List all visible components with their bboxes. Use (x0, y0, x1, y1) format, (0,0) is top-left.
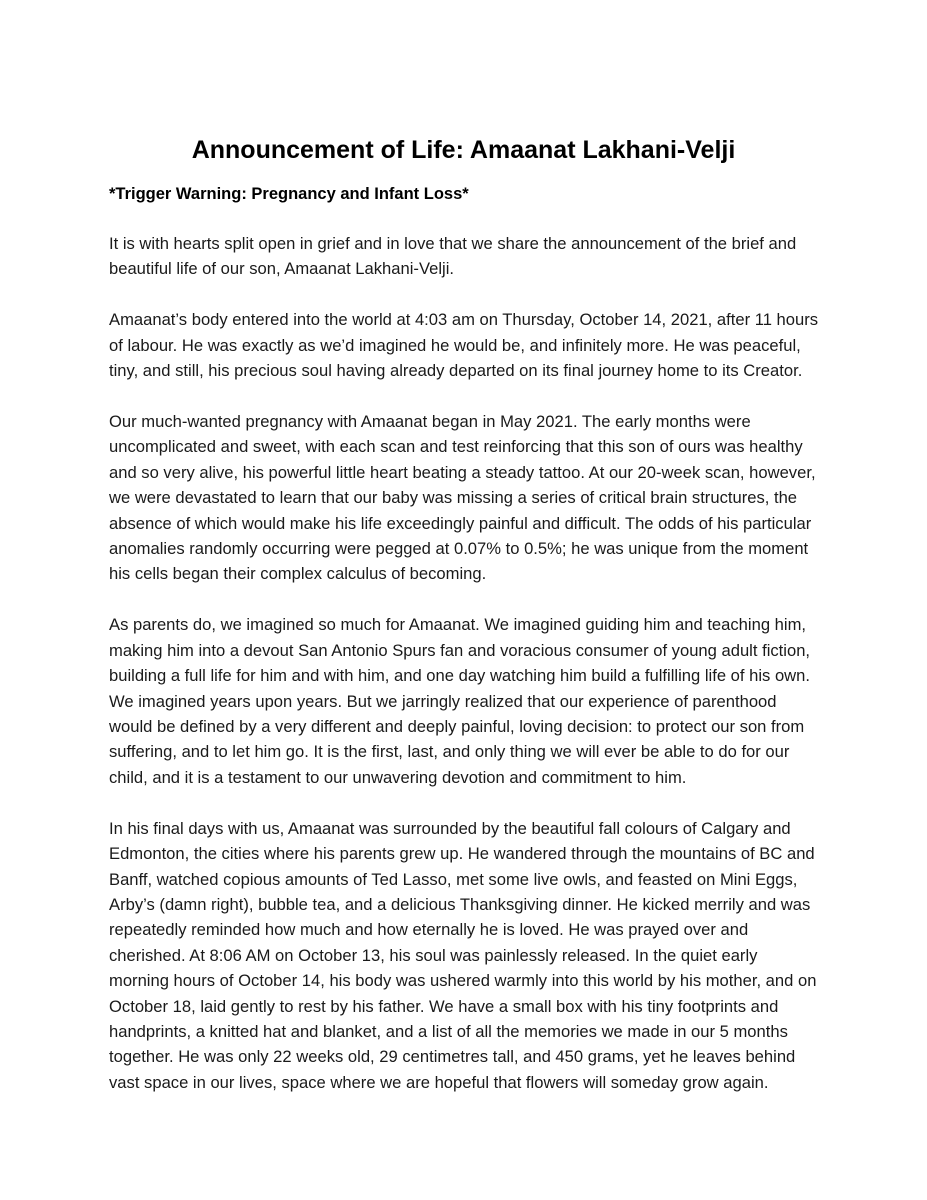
paragraph-pregnancy: Our much-wanted pregnancy with Amaanat began in May 2021. The early months were uncomplicated and sweet, with each scan and test reinforcing that this son of ours was healthy and so very alive, his powerful little heart beating a steady tattoo. At our 20-week scan, however, we were devastated to learn that our baby was missing a series of critical brain structures, the absence of which would make his life exceedingly painful and difficult. The odds of his particular anomalies randomly occurring were pegged at 0.07% to 0.5%; he was unique from the moment his cells began their complex calculus of becoming. (109, 412, 816, 584)
paragraph-birth: Amaanat’s body entered into the world at 4:03 am on Thursday, October 14, 2021, after 11 hours of labour. He was exactly as we’d imagined he would be, and infinitely more. He was peaceful, tiny, and still, his precious soul having already departed on its final journey home to its Creator. (109, 310, 819, 381)
trigger-warning: *Trigger Warning: Pregnancy and Infant Loss* (109, 185, 469, 203)
document-title: Announcement of Life: Amaanat Lakhani-Velji (191, 136, 736, 164)
paragraph-intro: It is with hearts split open in grief and in love that we share the announcement of the brief and beautiful life of our son, Amaanat Lakhani-Velji. (109, 234, 797, 279)
paragraph-parents: As parents do, we imagined so much for Amaanat. We imagined guiding him and teaching him, making him into a devout San Antonio Spurs fan and voracious consumer of young adult fiction, building a full life for him and with him, and one day watching him build a fulfilling life of his own. We imagined years upon years. But we jarringly realized that our experience of parenthood would be defined by a very different and deeply painful, loving decision: to protect our son from suffering, and to let him go. It is the first, last, and only thing we will ever be able to do for our child, and it is a testament to our unwavering devotion and commitment to him. (109, 615, 811, 787)
paragraph-final-days: In his final days with us, Amaanat was surrounded by the beautiful fall colours of Calgary and Edmonton, the cities where his parents grew up. He wandered through the mountains of BC and Banff, watched copious amounts of Ted Lasso, met some live owls, and feasted on Mini Eggs, Arby’s (damn right), bubble tea, and a delicious Thanksgiving dinner. He kicked merrily and was repeatedly reminded how much and how eternally he is loved. He was prayed over and cherished. At 8:06 AM on October 13, his soul was painlessly released. In the quiet early morning hours of October 14, his body was ushered warmly into this world by his mother, and on October 18, laid gently to rest by his father. We have a small box with his tiny footprints and handprints, a knitted hat and blanket, and a list of all the memories we made in our 5 months together. He was only 22 weeks old, 29 centimetres tall, and 450 grams, yet he leaves behind vast space in our lives, space where we are hopeful that flowers will someday grow again. (109, 818, 817, 1092)
document-body (109, 231, 821, 1121)
